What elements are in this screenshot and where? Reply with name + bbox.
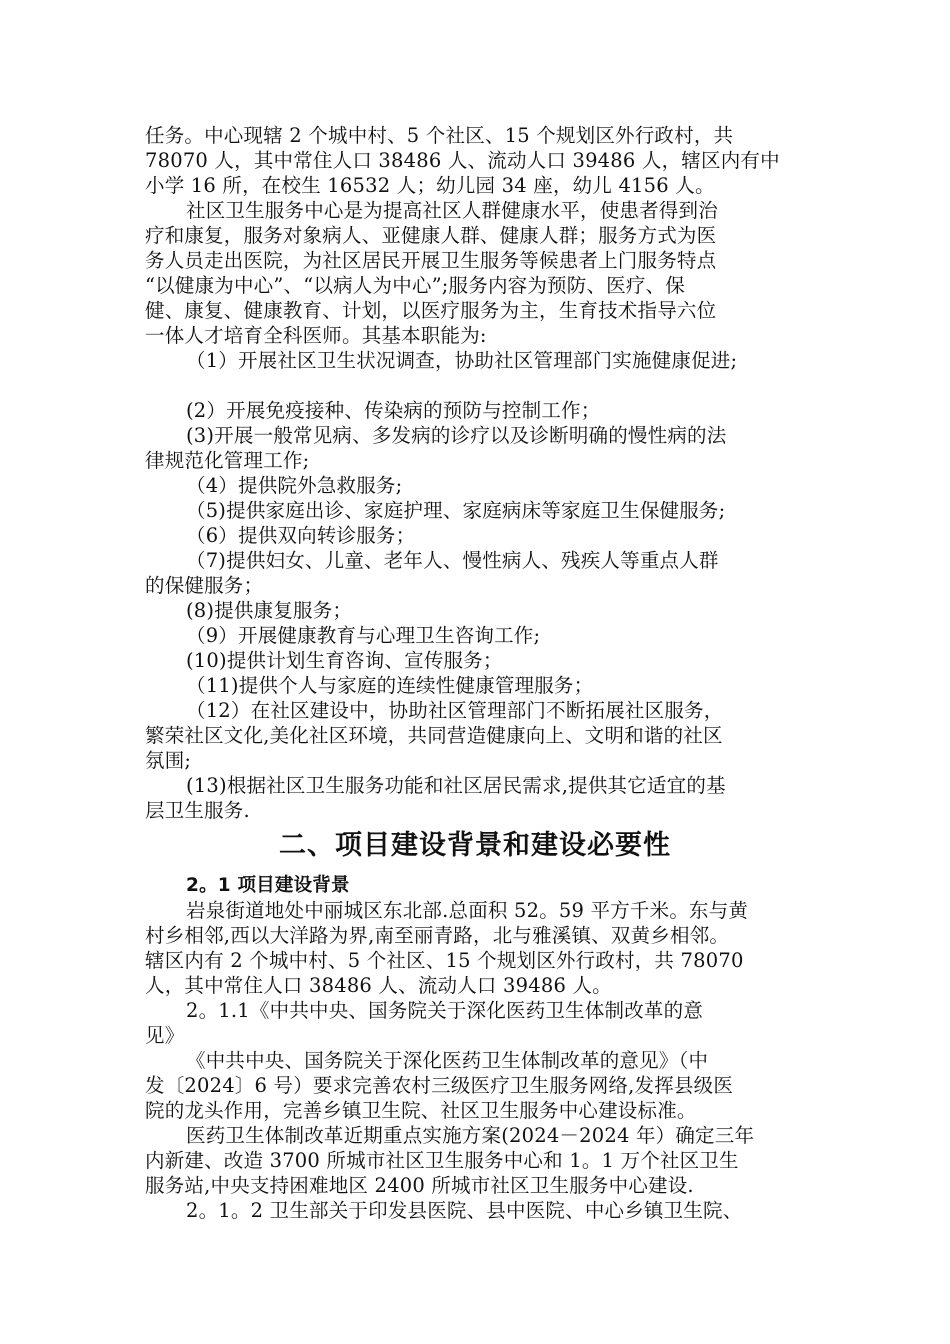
list-item: （9）开展健康教育与心理卫生咨询工作; <box>186 624 541 647</box>
list-item: （7)提供妇女、儿童、老年人、慢性病人、残疾人等重点人群 <box>186 549 719 572</box>
list-item: （4）提供院外急救服务; <box>186 474 403 497</box>
body-line: 小学 16 所，在校生 16532 人；幼儿园 34 座，幼儿 4156 人。 <box>145 174 715 197</box>
list-item-continuation: 氛围; <box>145 749 192 772</box>
list-item-continuation: 的保健服务； <box>145 574 264 597</box>
list-item: (13)根据社区卫生服务功能和社区居民需求,提供其它适宜的基 <box>186 774 726 797</box>
list-item-continuation: 律规范化管理工作; <box>145 449 310 472</box>
subsection-heading: 2。1 项目建设背景 <box>186 875 350 896</box>
body-line: 任务。中心现辖 2 个城中村、5 个社区、15 个规划区外行政村，共 <box>145 124 734 147</box>
list-item: (8)提供康复服务； <box>186 599 353 622</box>
body-line: 2。1.1《中共中央、国务院关于深化医药卫生体制改革的意 <box>186 999 704 1022</box>
body-line: 务人员走出医院，为社区居民开展卫生服务等候患者上门服务特点 <box>145 249 717 272</box>
body-line: 《中共中央、国务院关于深化医药卫生体制改革的意见》（中 <box>186 1049 709 1072</box>
body-line: 健、康复、健康教育、计划，以医疗服务为主，生育技术指导六位 <box>145 299 717 322</box>
body-line: 见》 <box>145 1024 185 1047</box>
body-line: 一体人才培育全科医师。其基本职能为: <box>145 324 487 347</box>
body-line: 社区卫生服务中心是为提高社区人群健康水平，使患者得到治 <box>186 199 718 222</box>
list-item: （11)提供个人与家庭的连续性健康管理服务； <box>186 674 594 697</box>
list-item-continuation: 层卫生服务. <box>145 799 250 822</box>
list-item: （12）在社区建设中，协助社区管理部门不断拓展社区服务， <box>186 699 724 722</box>
list-item: (2）开展免疫接种、传染病的预防与控制工作； <box>186 399 601 422</box>
body-line: 院的龙头作用，完善乡镇卫生院、社区卫生服务中心建设标准。 <box>145 1099 697 1122</box>
body-line: 人，其中常住人口 38486 人、流动人口 39486 人。 <box>145 974 612 997</box>
body-line: 岩泉街道地处中丽城区东北部.总面积 52。59 平方千米。东与黄 <box>186 899 749 922</box>
body-line: 疗和康复，服务对象病人、亚健康人群、健康人群；服务方式为医 <box>145 224 717 247</box>
list-item: (10)提供计划生育咨询、宣传服务； <box>186 649 503 672</box>
list-item: （6）提供双向转诊服务； <box>186 524 416 547</box>
list-item-continuation: 繁荣社区文化,美化社区环境，共同营造健康向上、文明和谐的社区 <box>145 724 723 747</box>
list-item: （5)提供家庭出诊、家庭护理、家庭病床等家庭卫生保健服务; <box>186 499 726 522</box>
section-heading: 二、项目建设背景和建设必要性 <box>279 830 671 861</box>
body-line: 78070 人，其中常住人口 38486 人、流动人口 39486 人，辖区内有中 <box>145 149 780 172</box>
body-line: 村乡相邻,西以大洋路为界,南至丽青路，北与雅溪镇、双黄乡相邻。 <box>145 924 730 947</box>
list-item: （1）开展社区卫生状况调查，协助社区管理部门实施健康促进; <box>186 349 738 372</box>
body-line: 内新建、改造 3700 所城市社区卫生服务中心和 1。1 万个社区卫生 <box>145 1149 739 1172</box>
body-line: 服务站,中央支持困难地区 2400 所城市社区卫生服务中心建设. <box>145 1174 694 1197</box>
body-line: 发〔2024〕6 号）要求完善农村三级医疗卫生服务网络,发挥县级医 <box>145 1074 734 1097</box>
list-item: (3)开展一般常见病、多发病的诊疗以及诊断明确的慢性病的法 <box>186 424 727 447</box>
body-line: 辖区内有 2 个城中村、5 个社区、15 个规划区外行政村，共 78070 <box>145 949 744 972</box>
body-line: “以健康为中心”、“以病人为中心”;服务内容为预防、医疗、保 <box>145 274 685 297</box>
body-line: 2。1。2 卫生部关于印发县医院、县中医院、中心乡镇卫生院、 <box>186 1199 743 1222</box>
body-line: 医药卫生体制改革近期重点实施方案(2024－2024 年）确定三年 <box>186 1124 755 1147</box>
